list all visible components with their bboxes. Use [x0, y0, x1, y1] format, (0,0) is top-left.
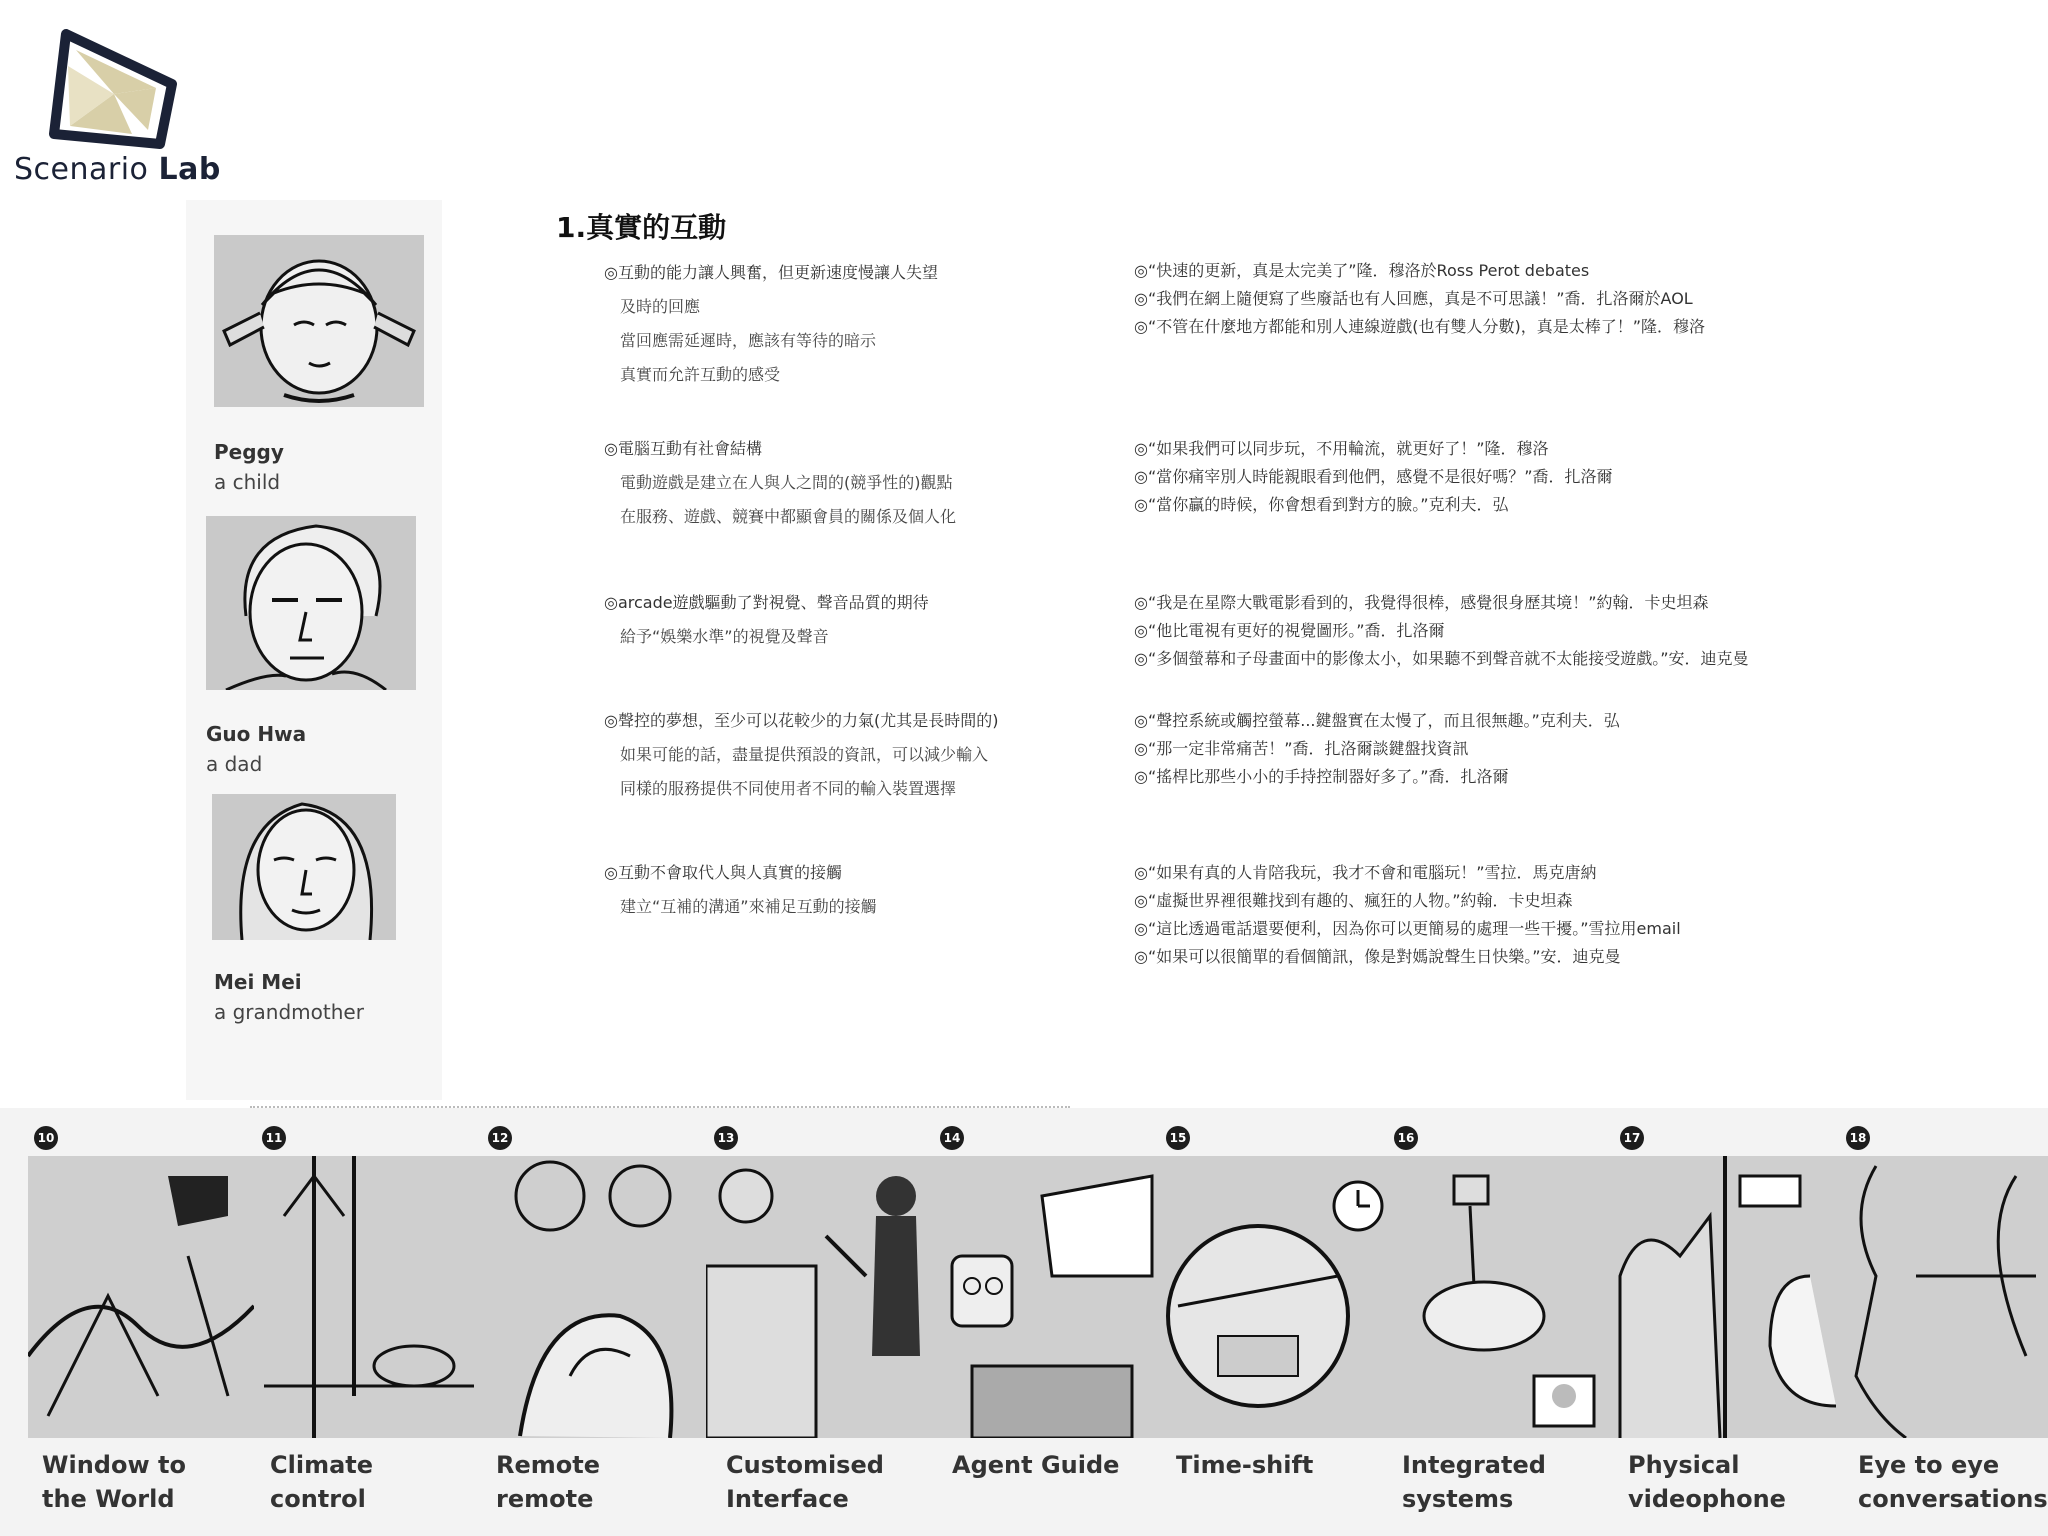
- point-line: 建立“互補的溝通”來補足互動的接觸: [620, 897, 877, 916]
- frame-caption: Eye to eye conversations: [1858, 1451, 2048, 1513]
- quote-line: ◎“多個螢幕和子母畫面中的影像太小，如果聽不到聲音就不太能接受遊戲。”安．迪克曼: [1134, 649, 1749, 668]
- logo-mark-icon: [36, 26, 186, 154]
- point-line: 及時的回應: [620, 297, 701, 316]
- quote-line: ◎“他比電視有更好的視覺圖形。”喬．扎洛爾: [1134, 621, 1445, 640]
- persona-name: Mei Mei: [214, 970, 302, 994]
- persona-role: a grandmother: [214, 1000, 364, 1024]
- sketch-agent-guide: [932, 1156, 1159, 1438]
- sketch-integrated-systems: [1384, 1156, 1611, 1438]
- sketch-time-shift: [1158, 1156, 1385, 1438]
- sketch-climate-control: [254, 1156, 481, 1438]
- frame-caption: Agent Guide: [952, 1451, 1120, 1479]
- point-line: 電動遊戲是建立在人與人之間的(競爭性的)觀點: [620, 473, 953, 492]
- point-heading: ◎聲控的夢想，至少可以花較少的力氣(尤其是長時間的): [604, 711, 999, 730]
- frame-number-badge: 10: [34, 1126, 58, 1150]
- point-heading: ◎arcade遊戲驅動了對視覺、聲音品質的期待: [604, 593, 929, 612]
- point-heading: ◎互動的能力讓人興奮，但更新速度慢讓人失望: [604, 263, 938, 282]
- quote-line: ◎“當你贏的時候，你會想看到對方的臉。”克利夫．弘: [1134, 495, 1509, 514]
- quote-line: ◎“我是在星際大戰電影看到的，我覺得很棒，感覺很身歷其境！”約翰．卡史坦森: [1134, 593, 1709, 612]
- frame-number-badge: 15: [1166, 1126, 1190, 1150]
- frame-caption: Time-shift: [1176, 1451, 1314, 1479]
- persona-name: Guo Hwa: [206, 722, 307, 746]
- quote-line: ◎“不管在什麼地方都能和別人連線遊戲(也有雙人分數)，真是太棒了！”隆．穆洛: [1134, 317, 1706, 336]
- point-line: 當回應需延遲時，應該有等待的暗示: [620, 331, 877, 350]
- frame-caption: Physical videophone: [1628, 1451, 1786, 1513]
- quote-line: ◎“如果有真的人肯陪我玩，我才不會和電腦玩！”雪拉．馬克唐納: [1134, 863, 1597, 882]
- point-heading: ◎互動不會取代人與人真實的接觸: [604, 863, 842, 882]
- sketch-physical-videophone: [1610, 1156, 1837, 1438]
- persona-name: Peggy: [214, 440, 284, 464]
- quote-line: ◎“我們在網上隨便寫了些廢話也有人回應，真是不可思議！”喬．扎洛爾於AOL: [1134, 289, 1693, 308]
- sketch-customised-interface: [706, 1156, 933, 1438]
- frame-number-badge: 13: [714, 1126, 738, 1150]
- frame-number-badge: 17: [1620, 1126, 1644, 1150]
- portrait-peggy: [214, 235, 424, 407]
- point-line: 在服務、遊戲、競賽中都顯會員的關係及個人化: [620, 507, 957, 526]
- quote-line: ◎“如果我們可以同步玩，不用輪流，就更好了！”隆．穆洛: [1134, 439, 1549, 458]
- frame-number-badge: 18: [1846, 1126, 1870, 1150]
- point-heading: ◎電腦互動有社會結構: [604, 439, 762, 458]
- persona-role: a dad: [206, 752, 263, 776]
- frame-caption: Climate control: [270, 1451, 374, 1513]
- quote-line: ◎“快速的更新，真是太完美了”隆．穆洛於Ross Perot debates: [1134, 261, 1590, 280]
- point-line: 如果可能的話，盡量提供預設的資訊，可以減少輸入: [620, 745, 989, 764]
- frame-caption: Window to the World: [42, 1451, 186, 1513]
- frame-number-badge: 14: [940, 1126, 964, 1150]
- frame-caption: Customised Interface: [726, 1451, 884, 1513]
- persona-role: a child: [214, 470, 281, 494]
- quote-line: ◎“當你痛宰別人時能親眼看到他們，感覺不是很好嗎？”喬．扎洛爾: [1134, 467, 1613, 486]
- section-title: 1.真實的互動: [556, 211, 727, 244]
- portrait-mei-mei: [212, 794, 396, 940]
- scenario-lab-logo: [14, 26, 221, 187]
- frame-number-badge: 11: [262, 1126, 286, 1150]
- logo-text-light: Scenario: [14, 152, 159, 187]
- quote-line: ◎“搖桿比那些小小的手持控制器好多了。”喬．扎洛爾: [1134, 767, 1509, 786]
- quote-line: ◎“這比透過電話還要便利，因為你可以更簡易的處理一些干擾。”雪拉用email: [1134, 919, 1681, 938]
- logo-text-bold: Lab: [158, 152, 221, 187]
- portrait-guo-hwa: [206, 516, 416, 690]
- frame-caption: Integrated systems: [1402, 1451, 1546, 1513]
- logo-wordmark: [14, 152, 221, 187]
- quote-line: ◎“虛擬世界裡很難找到有趣的、瘋狂的人物。”約翰．卡史坦森: [1134, 891, 1573, 910]
- quote-line: ◎“那一定非常痛苦！”喬．扎洛爾談鍵盤找資訊: [1134, 739, 1469, 758]
- frame-number-badge: 16: [1394, 1126, 1418, 1150]
- sketch-window-to-the-world: [28, 1156, 255, 1438]
- quote-line: ◎“如果可以很簡單的看個簡訊，像是對媽說聲生日快樂。”安．迪克曼: [1134, 947, 1621, 966]
- frame-caption: Remote remote: [496, 1451, 601, 1513]
- point-line: 給予“娛樂水準”的視覺及聲音: [620, 627, 829, 646]
- point-line: 真實而允許互動的感受: [620, 365, 781, 384]
- frame-number-badge: 12: [488, 1126, 512, 1150]
- quote-line: ◎“聲控系統或觸控螢幕...鍵盤實在太慢了，而且很無趣。”克利夫．弘: [1134, 711, 1620, 730]
- sketch-eye-to-eye: [1836, 1156, 2048, 1438]
- sketch-remote-remote: [480, 1156, 707, 1438]
- point-line: 同樣的服務提供不同使用者不同的輸入裝置選擇: [620, 779, 957, 798]
- storyboard-strip: [0, 1108, 2048, 1536]
